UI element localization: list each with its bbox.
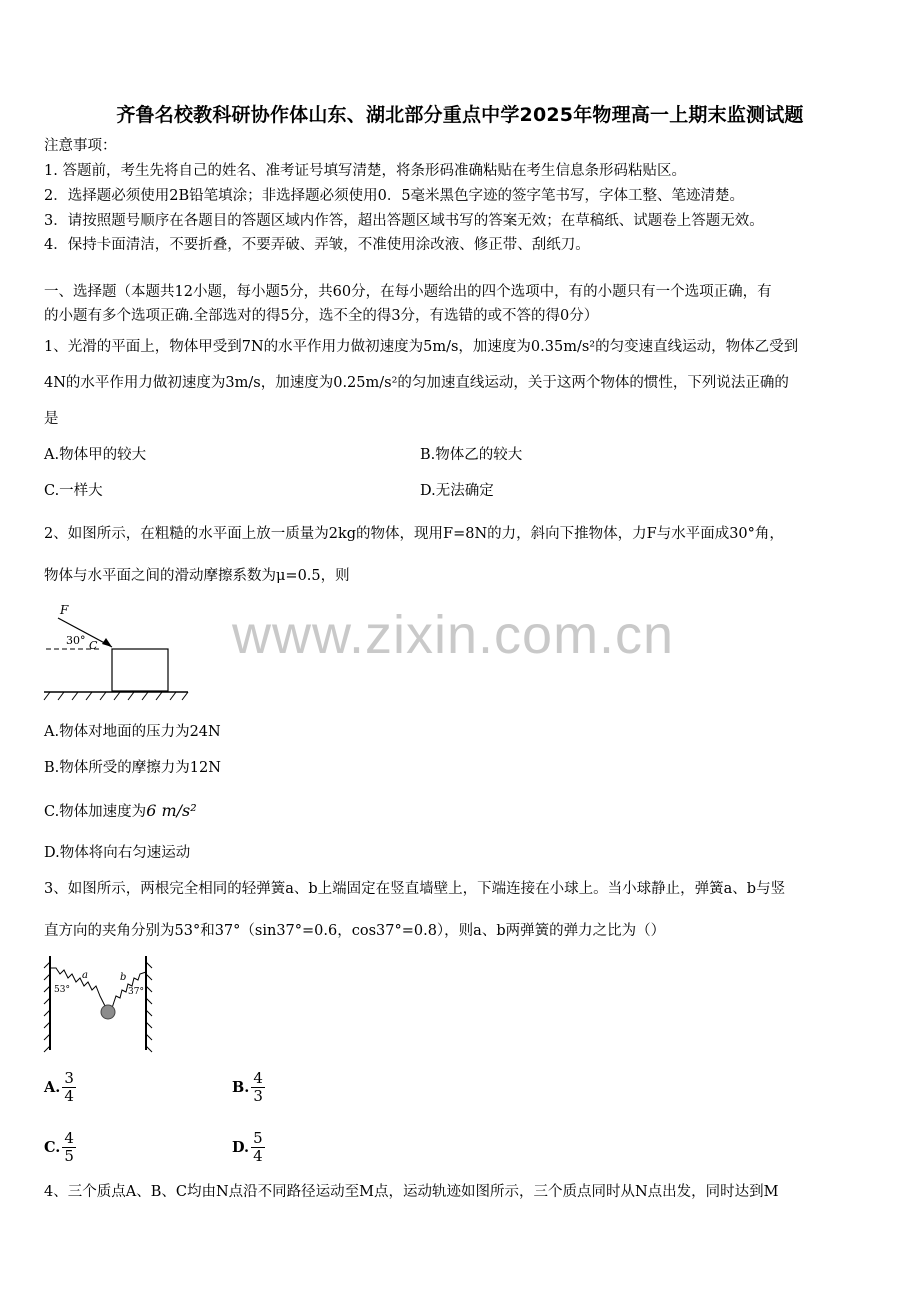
section-heading: 一、选择题（本题共12小题，每小题5分，共60分，在每小题给出的四个选项中，有的小题只有一个选项正确，有 — [44, 284, 772, 300]
q3-option-a-label: A. — [44, 1078, 61, 1096]
fraction-denominator: 4 — [253, 1147, 263, 1166]
q3-option-d — [232, 1130, 265, 1166]
q3-option-d-label: D. — [232, 1138, 250, 1156]
q1-option-b: B.物体乙的较大 — [420, 447, 523, 463]
fraction-numerator: 4 — [253, 1069, 263, 1087]
q3-spring-diagram — [42, 954, 154, 1054]
q3-option-c-label: C. — [44, 1138, 61, 1156]
q2-option-a: A.物体对地面的压力为24N — [44, 724, 221, 740]
fraction-denominator: 4 — [64, 1087, 74, 1106]
fig-label-f: F — [60, 603, 69, 617]
question-1-text: 是 — [44, 411, 59, 427]
question-1-text: 1、光滑的平面上，物体甲受到7N的水平作用力做初速度为5m/s，加速度为0.35m/s²的匀变速直线运动，物体乙受到 — [44, 339, 799, 355]
page-title: 齐鲁名校教科研协作体山东、湖北部分重点中学2025年物理高一上期末监测试题 — [116, 104, 804, 126]
notice-item: 2．选择题必须使用2B铅笔填涂；非选择题必须使用0．5毫米黑色字迹的签字笔书写，字体工整、笔迹清楚。 — [44, 188, 745, 204]
fraction-numerator: 3 — [64, 1069, 74, 1087]
fig-label-37: 37° — [128, 987, 144, 997]
fig-label-c: C — [89, 639, 98, 652]
notice-heading: 注意事项： — [44, 138, 117, 154]
notice-item: 4．保持卡面清洁，不要折叠，不要弄破、弄皱，不准使用涂改液、修正带、刮纸刀。 — [44, 237, 590, 253]
fraction-numerator: 4 — [64, 1129, 74, 1147]
fraction-denominator: 3 — [253, 1087, 263, 1106]
fig-label-a: a — [82, 970, 88, 981]
q1-option-c: C.一样大 — [44, 483, 103, 499]
q2-option-c-label: C.物体加速度为 — [44, 804, 147, 820]
q3-option-b — [232, 1070, 265, 1106]
fig-label-53: 53° — [54, 985, 70, 995]
q2-force-diagram — [40, 600, 200, 708]
fraction — [62, 1070, 76, 1106]
fig-label-b: b — [120, 972, 127, 983]
question-2-text: 物体与水平面之间的滑动摩擦系数为μ=0.5，则 — [44, 568, 350, 584]
notice-item: 3．请按照题号顺序在各题目的答题区域内作答，超出答题区域书写的答案无效；在草稿纸、试题卷上答题无效。 — [44, 213, 764, 229]
q3-option-c — [44, 1130, 76, 1166]
question-1-text: 4N的水平作用力做初速度为3m/s，加速度为0.25m/s²的匀加速直线运动，关于这两个物体的惯性，下列说法正确的 — [44, 375, 789, 391]
fraction — [251, 1070, 265, 1106]
q2-option-b: B.物体所受的摩擦力为12N — [44, 760, 221, 776]
question-3-text: 直方向的夹角分别为53°和37°（sin37°=0.6，cos37°=0.8），则a、b两弹簧的弹力之比为（） — [44, 923, 666, 939]
fraction-denominator: 5 — [64, 1147, 74, 1166]
q3-option-b-label: B. — [232, 1078, 250, 1096]
fraction — [62, 1130, 76, 1166]
question-2-text: 2、如图所示，在粗糙的水平面上放一质量为2kg的物体，现用F=8N的力，斜向下推物体，力F与水平面成30°角， — [44, 526, 784, 542]
fraction-numerator: 5 — [253, 1129, 263, 1147]
q2-option-c — [44, 803, 197, 820]
question-4-text: 4、三个质点A、B、C均由N点沿不同路径运动至M点，运动轨迹如图所示，三个质点同时从N点出发，同时达到M — [44, 1184, 779, 1200]
question-3-text: 3、如图所示，两根完全相同的轻弹簧a、b上端固定在竖直墙壁上，下端连接在小球上。当小球静止，弹簧a、b与竖 — [44, 881, 786, 897]
q2-option-c-formula: 6 m/s² — [146, 801, 197, 820]
notice-item: 1. 答题前，考生先将自己的姓名、准考证号填写清楚，将条形码准确粘贴在考生信息条形码粘贴区。 — [44, 163, 686, 179]
q1-option-a: A.物体甲的较大 — [44, 447, 147, 463]
fraction — [251, 1130, 265, 1166]
section-heading-cont: 的小题有多个选项正确.全部选对的得5分，选不全的得3分，有选错的或不答的得0分） — [44, 308, 599, 324]
q1-option-d: D.无法确定 — [420, 483, 494, 499]
watermark: www.zixin.com.cn — [232, 605, 675, 665]
q2-option-d: D.物体将向右匀速运动 — [44, 845, 191, 861]
fig-label-angle: 30° — [66, 634, 86, 647]
q3-option-a — [44, 1070, 76, 1106]
